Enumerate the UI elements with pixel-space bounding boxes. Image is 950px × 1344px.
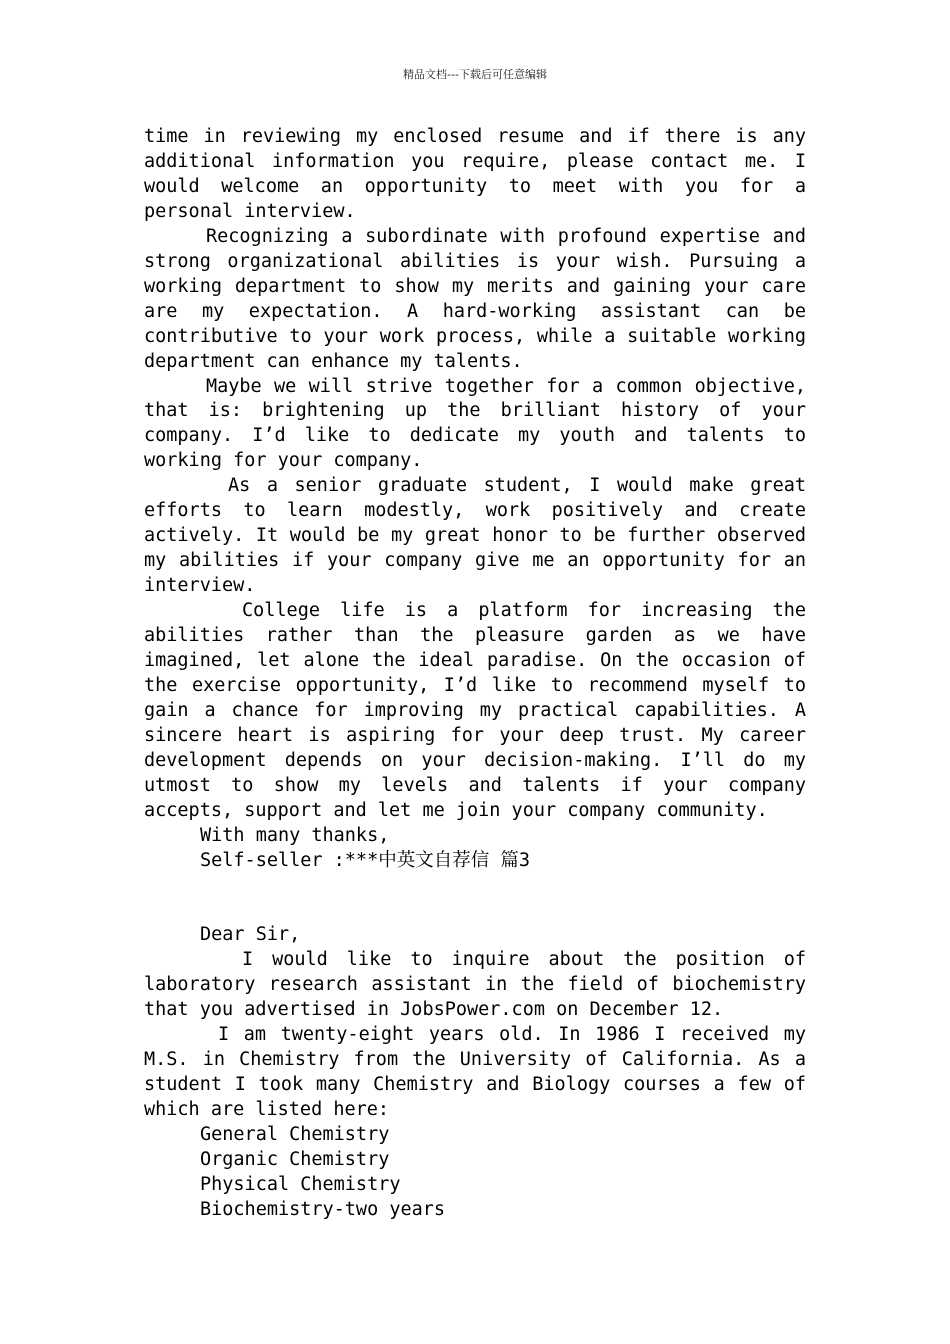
closing-line: With many thanks, (200, 824, 390, 846)
paragraph-background: I am twenty-eight years old. In 1986 I received my M.S. in Chemistry from the University of California. As a student I took many Chemistry and Biology courses a few of which are listed here: (144, 1024, 806, 1121)
course-item: Biochemistry-two years (200, 1198, 446, 1220)
paragraph-resume-review: time in reviewing my enclosed resume and if there is any additional information you require, please contact me. I would welcome an opportunity to meet with you for a personal interview. (144, 126, 806, 222)
salutation: Dear Sir, (200, 924, 301, 946)
course-item: General Chemistry (200, 1124, 390, 1146)
paragraph-inquiry: I would like to inquire about the position of laboratory research assistant in the field of biochemistry that you advertised in JobsPower.com on December 12. (144, 949, 806, 1021)
paragraph-college-life: College life is a platform for increasing the abilities rather than the pleasure garden as we have imagined, let alone the ideal paradise. On the occasion of the exercise opportunity, I’d like to recommend myself to gain a chance for improving my practical capabilities. A sincere heart is aspiring for your deep trust. My career development depends on your decision-making. I’ll do my utmost to show my levels and talents if your company accepts, support and let me join your company community. (144, 600, 806, 821)
document-body (144, 125, 806, 1223)
spacer (144, 874, 806, 924)
page-header: 精品文档---下载后可任意编辑 (403, 68, 547, 81)
paragraph-senior-graduate: As a senior graduate student, I would make great efforts to learn modestly, work positively and create actively. It would be my great honor to be further observed my abilities if your company give me an opportunity for an interview. (144, 475, 806, 597)
course-item: Physical Chemistry (200, 1174, 401, 1196)
course-item: Organic Chemistry (200, 1149, 390, 1171)
signature-line: Self-seller :***中英文自荐信 篇3 (200, 849, 530, 871)
paragraph-common-objective: Maybe we will strive together for a common objective, that is: brightening up the brilliant history of your company. I’d like to dedicate my youth and talents to working for your company. (144, 375, 806, 472)
paragraph-subordinate: Recognizing a subordinate with profound expertise and strong organizational abilities is your wish. Pursuing a working department to show my merits and gaining your care are my expectation. A hard-working assistant can be contributive to your work process, while a suitable working department can enhance my talents. (144, 225, 806, 372)
